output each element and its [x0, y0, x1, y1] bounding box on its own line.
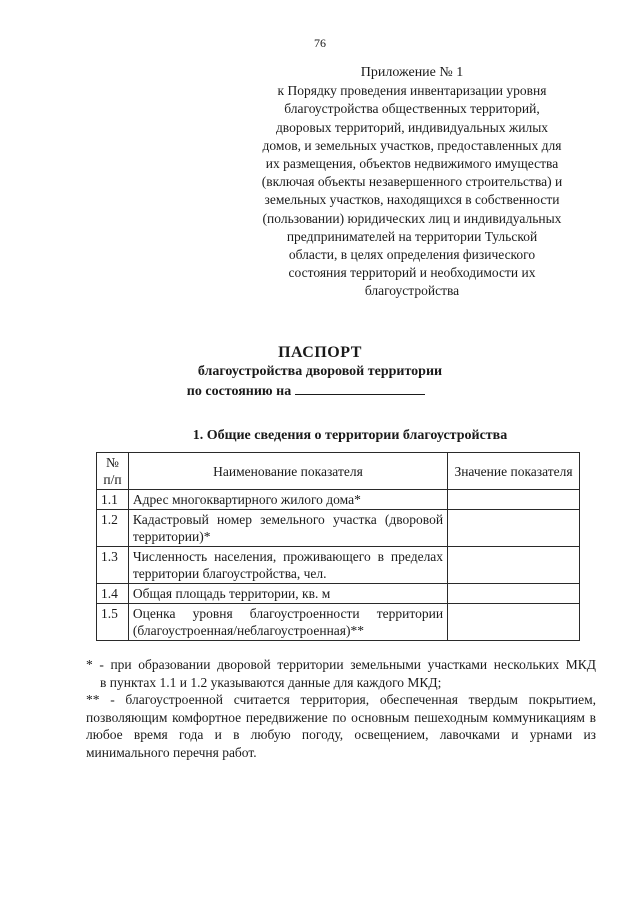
appendix-line: (пользовании) юридических лиц и индивидуальных	[262, 210, 562, 226]
appendix-line: земельных участков, находящихся в собственности	[264, 192, 560, 208]
row-num: 1.3	[97, 547, 129, 584]
row-num: 1.1	[97, 490, 129, 510]
passport-title: ПАСПОРТ	[278, 344, 362, 361]
appendix-line: состояния территорий и необходимости их	[288, 265, 536, 281]
row-num: 1.4	[97, 584, 129, 604]
footnote-1: * - при образовании дворовой территории земельными участками нескольких МКД	[86, 657, 596, 672]
appendix-line: области, в целях определения физического	[288, 247, 536, 263]
row-value	[448, 547, 580, 584]
footnote-1-continued: в пунктах 1.1 и 1.2 указываются данные для каждого МКД;	[100, 674, 442, 690]
page-number: 76	[314, 36, 326, 50]
table-row	[97, 547, 580, 584]
appendix-line: (включая объекты незавершенного строительства) и	[261, 174, 563, 190]
table-row	[97, 584, 580, 604]
table-row	[97, 510, 580, 547]
table-header-row	[97, 453, 580, 490]
row-value	[448, 604, 580, 641]
appendix-line: их размещения, объектов недвижимого имущества	[265, 156, 559, 172]
appendix-line: домов, и земельных участков, предоставленных для	[262, 137, 562, 153]
row-num: 1.2	[97, 510, 129, 547]
table-row	[97, 490, 580, 510]
as-of-label: по состоянию на	[186, 384, 292, 399]
row-value	[448, 490, 580, 510]
date-blank-line	[295, 381, 425, 395]
appendix-title: Приложение № 1	[360, 65, 464, 80]
passport-subtitle: благоустройства дворовой территории	[197, 364, 443, 379]
appendix-line: к Порядку проведения инвентаризации уровня	[277, 83, 547, 99]
row-name: Адрес многоквартирного жилого дома*	[128, 490, 447, 510]
appendix-header	[236, 64, 588, 301]
row-name: Численность населения, проживающего в пределах территории благоустройства, чел.	[128, 547, 447, 584]
header-value: Значение показателя	[448, 453, 580, 490]
passport-heading	[0, 343, 640, 401]
row-name: Оценка уровня благоустроенности территории (благоустроенная/неблагоустроенная)**	[128, 604, 447, 641]
header-num: № п/п	[97, 453, 129, 490]
appendix-line: дворовых территорий, индивидуальных жилых	[275, 119, 549, 135]
footnote-2: ** - благоустроенной считается территория, обеспеченная твердым покрытием, позволяющим комфортное передвижение по основным пешеходным коммуникациям в любое время года и в любую погоду, освещением, лавочками и урнами из минимального перечня работ.	[86, 692, 596, 760]
row-num: 1.5	[97, 604, 129, 641]
section-heading: 1. Общие сведения о территории благоустройства	[192, 428, 508, 443]
row-name: Общая площадь территории, кв. м	[128, 584, 447, 604]
header-name: Наименование показателя	[128, 453, 447, 490]
appendix-line: благоустройства общественных территорий,	[284, 101, 540, 117]
indicators-table	[96, 452, 580, 641]
appendix-line: предпринимателей на территории Тульской	[286, 228, 538, 244]
row-value	[448, 510, 580, 547]
row-name: Кадастровый номер земельного участка (дворовой территории)*	[128, 510, 447, 547]
appendix-line: благоустройства	[364, 283, 460, 299]
row-value	[448, 584, 580, 604]
passport-as-of	[0, 381, 640, 401]
footnotes	[86, 656, 596, 761]
table-row	[97, 604, 580, 641]
